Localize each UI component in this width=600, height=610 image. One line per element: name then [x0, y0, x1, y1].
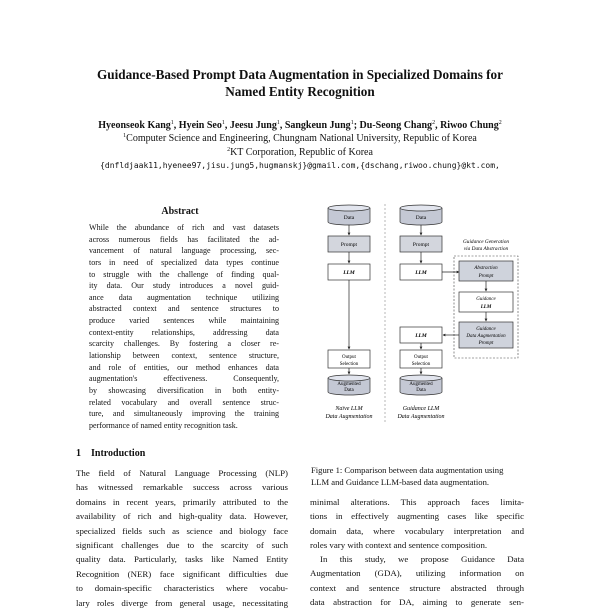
intro-line: to domain-specific characteristics where vocabu- — [76, 583, 288, 594]
augmented-data-label: Data — [416, 388, 426, 393]
abstract-line: scarcity challenges. By fostering a closer re- — [89, 339, 279, 349]
abstract-heading: Abstract — [161, 206, 199, 217]
left-data-cylinder — [328, 205, 370, 225]
paper-title — [40, 66, 560, 100]
right-column-body — [310, 495, 524, 553]
body-line: context and sentence structure abstracted through — [310, 582, 524, 593]
author-name: Sangkeun Jung — [284, 120, 351, 131]
affiliation-text: KT Corporation, Republic of Korea — [230, 147, 373, 158]
section-number: 1 — [76, 448, 81, 459]
right-data-cylinder — [400, 205, 442, 225]
abstract-line: abstracted context and sentence structures to — [89, 304, 279, 314]
abstract-line: by showcasing diversification in both entity- — [89, 385, 279, 395]
abstract-line: ture, and simultaneously improving the training — [89, 409, 279, 419]
intro-line: significant challenges due to the scarcity of such — [76, 539, 288, 550]
guidance-dap-label: Prompt — [478, 341, 494, 346]
guidance-llm-label: Guidance — [476, 297, 496, 302]
output-selection-label: Output — [414, 355, 428, 360]
abstract-line: to struggle with the challenge of finding qual- — [89, 269, 279, 279]
affiliation-sup: 1 — [123, 133, 127, 139]
section-title: Introduction — [91, 448, 146, 459]
abstract-line: produce varied sentences while maintaining — [89, 316, 279, 326]
augmented-data-label: Augmented — [337, 382, 361, 387]
left-augmented-data-cylinder — [328, 375, 370, 395]
intro-line: quality data. Particularly, tasks like Named Entity — [76, 554, 288, 565]
body-line: data abstraction for DA, aiming to generate sen- — [310, 597, 524, 608]
intro-line: Recognition (NER) face significant difficulties due — [76, 568, 288, 579]
caption-line: Figure 1: Comparison between data augmentation using — [311, 465, 504, 475]
title-line-2: Named Entity Recognition — [225, 84, 375, 99]
abstract-line: vancement of natural language processing, sec- — [89, 246, 279, 256]
affiliation-2 — [20, 147, 580, 158]
abstract-line: ity data. Our study introduces a novel guid- — [89, 281, 279, 291]
author-name: Du-Seong Chang — [359, 120, 433, 131]
augmented-data-label: Augmented — [409, 382, 433, 387]
affiliation-sup: 2 — [227, 147, 231, 153]
llm-label: LLM — [343, 270, 355, 276]
guidance-llm-label: LLM — [480, 305, 492, 310]
figure-1-diagram — [318, 202, 532, 454]
author-sup: 2 — [432, 120, 436, 126]
llm-label: LLM — [415, 333, 427, 339]
guidance-generation-label: via Data Abstraction — [463, 246, 509, 252]
prompt-label: Prompt — [340, 242, 358, 248]
abstract-line: performance of named entity recognition task. — [89, 420, 238, 430]
author-sup: 1 — [170, 120, 174, 126]
affiliation-text: Computer Science and Engineering, Chungnam National University, Republic of Korea — [126, 133, 477, 144]
abstraction-prompt-label: Abstraction — [474, 266, 498, 271]
abstract-line: While the abundance of rich and vast datasets — [89, 223, 279, 232]
guidance-generation-label: Guidance Generation — [462, 239, 510, 245]
abstract-body — [89, 222, 279, 432]
naive-llm-caption: Data Augmentation — [325, 414, 373, 420]
author-name: Hyein Seo — [178, 120, 222, 131]
abstract-line: augmentation's effectiveness. Consequently, — [89, 374, 279, 384]
figure-1-caption — [311, 464, 525, 489]
body-line: roles vary with context and sentence composition. — [310, 540, 488, 551]
title-line-1: Guidance-Based Prompt Data Augmentation in Specialized Domains for — [96, 67, 503, 82]
body-line: domain data, where vocabulary interpretation and — [310, 525, 524, 536]
abstract-line: lationship between context, sentence structure, — [89, 351, 279, 361]
data-label: Data — [343, 215, 355, 221]
abstract-line: tors in need of specialized data types continue — [89, 257, 279, 267]
body-line: Augmentation (GDA), utilizing information on — [310, 568, 524, 579]
prompt-label: Prompt — [412, 242, 430, 248]
abstract-line: related vocabulary and overall sentence struc- — [89, 397, 279, 407]
intro-line: has witnessed remarkable success across various — [76, 482, 288, 493]
intro-line: domains in recent years, primarily attributed to the — [76, 496, 288, 507]
output-selection-label: Selection — [411, 362, 431, 367]
guidance-llm-caption: Guidance LLM — [402, 406, 440, 412]
author-sup: 1 — [276, 120, 280, 126]
naive-llm-caption: Naïve LLM — [335, 406, 363, 412]
author-name: Hyeonseok Kang — [98, 120, 171, 131]
abstract-line: ance data augmentation technique utilizing — [89, 292, 279, 302]
guidance-dap-label: Data Augmentation — [466, 334, 506, 339]
intro-line: specialized fields such as science and biology face — [76, 525, 288, 536]
introduction-body — [76, 466, 288, 610]
right-augmented-data-cylinder — [400, 375, 442, 395]
abstraction-prompt-label: Prompt — [478, 274, 494, 279]
body-line: tions in effectively augmenting cases like specific — [310, 511, 524, 522]
author-list: Hyeonseok Kang$^1$, Hyein Seo$^1$, Jeesu Jung$^1$, Sangkeun Jung$^1$; Du-Seong Chang$^2$, Riwoo Chung$^2$ — [98, 120, 502, 131]
author-sup: 1 — [221, 120, 225, 126]
right-column-paragraph-2 — [310, 552, 524, 610]
output-selection-label: Selection — [339, 362, 359, 367]
llm-label: LLM — [415, 270, 427, 276]
guidance-llm-caption: Data Augmentation — [397, 414, 445, 420]
data-label: Data — [415, 215, 427, 221]
abstract-line: and role of entities, our method enhances data — [89, 362, 279, 372]
author-sup: 1 — [350, 120, 354, 126]
author-name: Riwoo Chung — [440, 120, 499, 131]
affiliation-1 — [20, 133, 580, 144]
section-heading-introduction — [76, 448, 145, 459]
caption-line: LLM and Guidance LLM-based data augmentation. — [311, 477, 490, 488]
output-selection-label: Output — [342, 355, 356, 360]
abstract-line: across numerous fields has facilitated the ad- — [89, 234, 279, 244]
body-line: minimal alterations. This approach faces limita- — [310, 497, 524, 507]
intro-line: lary roles diverge from general usage, necessitating — [76, 597, 288, 608]
body-line: In this study, we propose Guidance Data — [320, 554, 524, 564]
guidance-dap-label: Guidance — [476, 327, 496, 332]
augmented-data-label: Data — [344, 388, 354, 393]
author-name: Jeesu Jung — [229, 120, 277, 131]
author-emails: {dnfldjaak11,hyenee97,jisu.jung5,hugmanskj}@gmail.com,{dschang,riwoo.chung}@kt.com, — [100, 161, 500, 170]
intro-line: availability of rich and high-quality data. However, — [76, 511, 288, 522]
author-sup: 2 — [498, 120, 502, 126]
abstract-line: context-entity relationships, addressing data — [89, 327, 279, 337]
intro-line: The field of Natural Language Processing (NLP) — [76, 468, 288, 478]
